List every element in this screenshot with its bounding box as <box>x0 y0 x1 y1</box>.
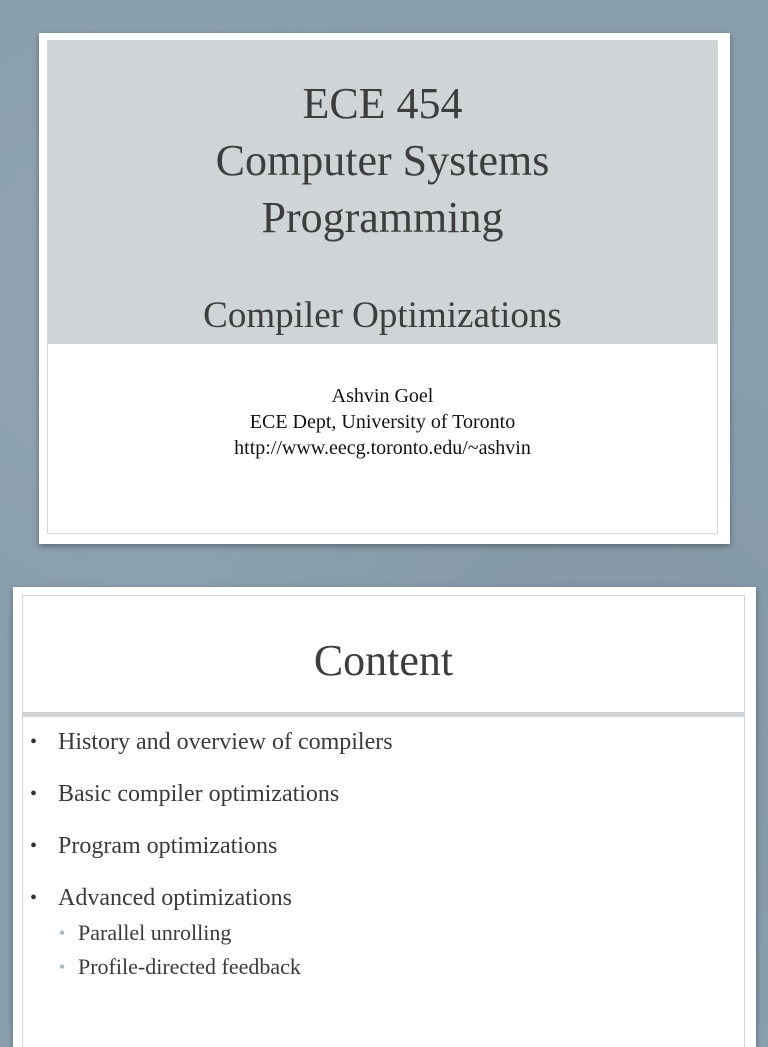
bullet-item <box>23 882 744 984</box>
bullet-text: Basic compiler optimizations <box>58 781 340 807</box>
sub-bullet-dot-icon: • <box>59 957 66 977</box>
content-slide-frame <box>22 595 745 1047</box>
bullet-dot-icon: • <box>30 731 38 753</box>
bullet-dot-icon: • <box>30 783 38 805</box>
sub-bullet-item <box>58 950 744 984</box>
sub-bullet-item <box>58 916 744 950</box>
title-line-course-name-1: Computer Systems <box>215 136 550 185</box>
title-line-course-code: ECE 454 <box>302 79 463 128</box>
bullet-dot-icon: • <box>30 835 38 857</box>
title-slide-frame <box>47 40 718 534</box>
sub-bullet-dot-icon: • <box>59 923 66 943</box>
bullet-item <box>23 778 744 810</box>
slide-subtitle: Compiler Optimizations <box>203 295 562 336</box>
bullet-text: Program optimizations <box>58 833 278 859</box>
title-line-course-name-2: Programming <box>261 193 504 242</box>
slide-title <box>48 75 717 246</box>
bullet-list <box>23 726 744 1004</box>
bullet-item <box>23 830 744 862</box>
title-slide <box>39 33 730 544</box>
author-affiliation: ECE Dept, University of Toronto <box>249 411 516 433</box>
content-slide <box>13 587 756 1047</box>
author-name: Ashvin Goel <box>331 385 434 407</box>
bullet-item <box>23 726 744 758</box>
sub-bullet-list <box>58 916 744 984</box>
title-band <box>48 41 717 344</box>
bullet-text: History and overview of compilers <box>58 729 393 755</box>
content-heading: Content <box>313 636 454 685</box>
author-url: http://www.eecg.toronto.edu/~ashvin <box>234 437 531 459</box>
sub-bullet-text: Parallel unrolling <box>78 920 232 945</box>
sub-bullet-text: Profile-directed feedback <box>78 954 301 979</box>
bullet-dot-icon: • <box>30 887 38 909</box>
bullet-text: Advanced optimizations <box>58 885 292 911</box>
author-block <box>48 383 717 461</box>
heading-divider <box>23 712 744 717</box>
